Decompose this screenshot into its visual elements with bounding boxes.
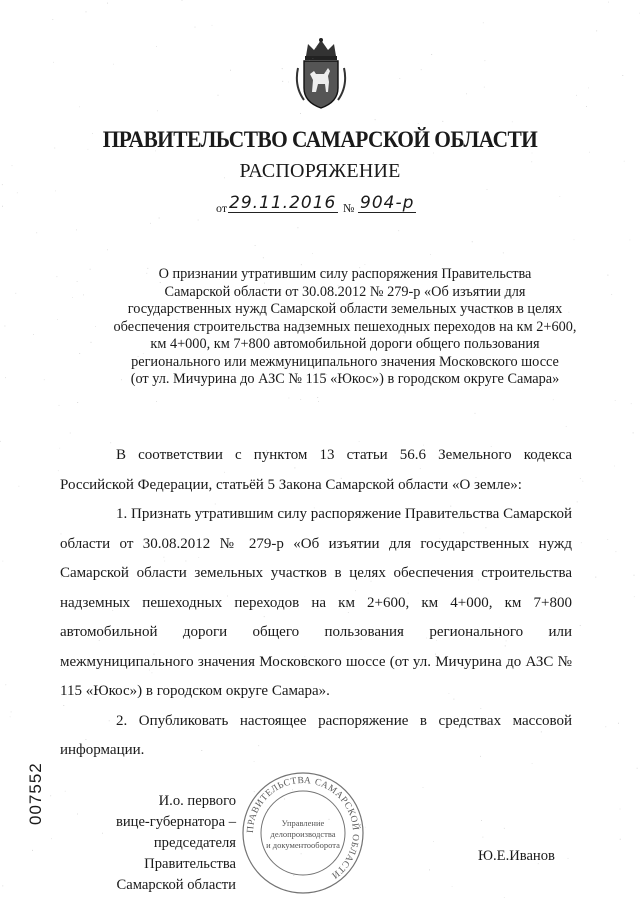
document-subject [108,266,582,389]
scan-speck [512,121,513,122]
signatory-name: Ю.Е.Иванов [478,848,555,864]
subject-line: км 4+000, км 7+800 автомобильной дороги общего пользования [150,336,540,352]
scan-speck [218,95,219,96]
scan-speck [430,254,431,255]
scan-speck [15,293,16,294]
position-line: вице-губернатора – [115,814,236,830]
item-2-paragraph: 2. Опубликовать настоящее распоряжение в средствах массовой информации. [60,712,572,758]
scan-speck [605,726,606,727]
scan-speck [622,75,623,76]
subject-line: Самарской области от 30.08.2012 № 279-р «Об изъятии для [164,283,526,300]
scan-speck [614,466,615,467]
scan-speck [198,220,199,221]
scan-speck [398,230,399,231]
scan-speck [484,87,485,88]
scan-speck [263,257,264,258]
scan-speck [607,539,608,540]
scan-speck [182,0,183,1]
scan-speck [32,850,33,851]
position-line: Самарской области [116,877,236,893]
scan-speck [423,787,424,788]
scan-speck [51,838,52,839]
scan-speck [504,897,505,898]
registration-number: 007552 [26,762,45,825]
stamp-inner-line: и документооборота [266,840,340,850]
scan-speck [76,230,77,231]
scan-speck [107,3,108,4]
scan-speck [5,684,6,685]
scan-speck [77,281,78,282]
scan-speck [620,809,621,810]
scan-speck [581,542,582,543]
scan-speck [452,886,453,887]
scan-speck [59,405,60,406]
number-underline [358,212,416,213]
scan-speck [79,106,80,107]
scan-speck [77,402,78,403]
subject-line: государственных нужд Самарской области земельных участков в целях [127,301,563,317]
scan-speck [608,2,609,3]
scan-speck [53,62,54,63]
scan-speck [289,398,290,399]
scan-speck [580,478,581,479]
scan-speck [156,401,157,402]
official-stamp [240,770,366,896]
scan-speck [5,326,6,327]
scan-speck [442,121,443,122]
scan-speck [57,319,58,320]
scan-speck [596,31,597,32]
signatory-position [100,791,236,896]
scan-speck [566,426,567,427]
scan-speck [620,839,621,840]
scan-speck [637,768,638,769]
scan-speck [83,295,84,296]
subject-line: (от ул. Мичурина до АЗС № 115 «Юкос») в городском округе Самара» [130,371,560,387]
scan-speck [588,88,589,89]
scan-speck [365,264,366,265]
scan-speck [298,227,299,228]
scan-speck [630,240,631,241]
scan-speck [577,502,578,503]
scan-speck [86,12,87,13]
scan-speck [2,184,3,185]
subject-line: О признании утратившим силу распоряжения Правительства [158,266,532,282]
scan-speck [399,78,400,79]
scan-speck [113,64,114,65]
scan-speck [312,253,313,254]
scan-speck [77,814,78,815]
scan-speck [79,353,80,354]
scan-speck [107,249,108,250]
scan-speck [633,433,634,434]
scan-speck [586,106,587,107]
scan-speck [475,413,476,414]
position-line: председателя Правительства [144,835,236,872]
scan-speck [418,123,419,124]
scan-speck [282,81,283,82]
subject-line: обеспечения строительства надземных пешеходных переходов на км 2+600, [113,318,577,335]
scan-speck [19,486,20,487]
scan-speck [631,403,632,404]
scan-speck [72,297,73,298]
organization-title: ПРАВИТЕЛЬСТВО САМАРСКОЙ ОБЛАСТИ [102,127,538,152]
stamp-inner-line: делопроизводства [270,829,336,839]
scan-speck [5,377,6,378]
scan-speck [618,723,619,724]
scan-speck [433,841,434,842]
scan-speck [300,113,301,114]
scan-speck [431,54,432,55]
scan-speck [318,401,319,402]
scan-speck [55,191,56,192]
scan-speck [317,397,318,398]
scan-speck [582,481,583,482]
position-line: И.о. первого [158,793,236,809]
scan-speck [608,275,609,276]
scan-speck [52,19,53,20]
scan-speck [36,232,37,233]
scan-speck [595,577,596,578]
subject-line: регионального или межмуниципального значения Московского шоссе [131,353,559,370]
scan-speck [212,25,213,26]
scan-speck [429,870,430,871]
scan-speck [255,245,256,246]
scan-speck [288,82,289,83]
scan-speck [159,218,160,219]
scan-speck [487,189,488,190]
scan-speck [50,795,51,796]
scan-speck [195,27,196,28]
scan-speck [282,68,283,69]
scan-speck [580,625,581,626]
scan-speck [156,46,157,47]
scan-speck [0,441,1,442]
scan-speck [466,93,467,94]
date-prefix: от [216,201,228,215]
scan-speck [65,791,66,792]
scan-speck [634,575,635,576]
item-1-paragraph: 1. Признать утратившим силу распоряжение Правительства Самарской области от 30.08.2012 № 279-р «Об изъятии для государственных нужд Самарской области земельных участков в целях обеспечения строительства надземных пешеходных переходов на км 2+600, км 4+000, км 7+800 автомобильной дороги общего пользования регионального или межмуниципального значения Московского шоссе (от ул. Мичурина до АЗС № 115 «Юкос») в городском округе Самара». [60,506,572,699]
document-date: 29.11.2016 [229,193,337,213]
scan-speck [33,334,34,335]
scan-speck [17,192,18,193]
number-prefix: № [343,201,355,215]
preamble-paragraph: В соответствии с пунктом 13 статьи 56.6 Земельного кодекса Российской Федерации, статьёй 5 Закона Самарской области «О земле»: [60,447,572,493]
samara-coat-of-arms-icon [294,38,348,110]
date-underline [228,212,338,213]
scan-speck [2,886,3,887]
scan-speck [95,326,96,327]
scan-speck [11,712,12,713]
scan-speck [568,858,569,859]
scan-speck [2,561,3,562]
scan-speck [91,342,92,343]
scan-speck [472,241,473,242]
scan-speck [58,470,59,471]
document-number: 904-р [360,193,415,213]
scan-speck [616,551,617,552]
scan-speck [230,70,231,71]
scan-speck [483,22,484,23]
document-body [60,441,572,766]
scan-speck [553,399,554,400]
stamp-inner-line: Управление [281,818,325,828]
scan-speck [421,69,422,70]
scan-speck [503,253,504,254]
scan-speck [375,119,376,120]
date-number-line [216,193,446,219]
scan-speck [57,276,58,277]
scan-speck [481,820,482,821]
scan-speck [485,60,486,61]
scan-speck [2,206,3,207]
scan-speck [44,379,45,380]
scan-speck [559,196,560,197]
scan-speck [10,716,11,717]
stamp-ring-text: ПРАВИТЕЛЬСТВА САМАРСКОЙ ОБЛАСТИ [245,775,361,881]
scan-speck [301,264,302,265]
scan-speck [90,269,91,270]
document-type: РАСПОРЯЖЕНИЕ [239,160,401,182]
scan-speck [483,837,484,838]
scan-speck [157,110,158,111]
scan-speck [70,433,71,434]
scan-speck [615,400,616,401]
scan-speck [150,223,151,224]
scan-speck [634,596,635,597]
scan-speck [611,294,612,295]
scan-speck [574,239,575,240]
scan-speck [300,399,301,400]
scan-speck [576,95,577,96]
scan-speck [504,828,505,829]
